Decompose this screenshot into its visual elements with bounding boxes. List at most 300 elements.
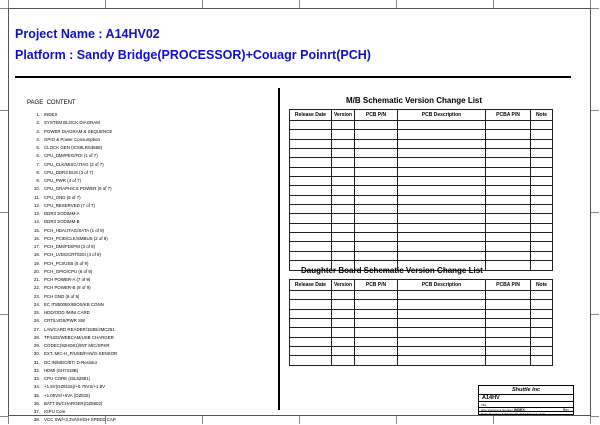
toc-page-label: PAGE — [27, 100, 44, 106]
table-row — [290, 186, 553, 195]
toc-item — [28, 383, 268, 391]
toc-item-number: 31. — [33, 359, 40, 365]
table-row — [290, 214, 553, 223]
toc-item-number: 35. — [33, 392, 40, 398]
table-cell — [398, 337, 486, 346]
table-cell — [486, 214, 531, 223]
table-cell — [531, 356, 553, 365]
table-cell — [290, 233, 332, 242]
table-cell — [355, 139, 398, 148]
table-cell — [398, 223, 486, 232]
table-cell — [531, 177, 553, 186]
toc-item — [28, 326, 268, 334]
table-cell — [355, 233, 398, 242]
toc-item-number: 9. — [36, 178, 40, 183]
toc-item-text: CPU_DDR3 BUS (3 of 7) — [44, 169, 94, 175]
table-cell — [290, 251, 332, 260]
table-cell — [355, 242, 398, 251]
table-cell — [486, 291, 531, 300]
table-cell — [332, 233, 355, 242]
toc-item — [28, 210, 268, 218]
table-cell — [486, 319, 531, 328]
toc-item-number: 29. — [33, 343, 40, 348]
table-cell — [332, 356, 355, 365]
table-cell — [332, 319, 355, 328]
toc-item-number: 28. — [33, 334, 40, 340]
toc-item — [28, 367, 268, 375]
toc-header — [27, 100, 76, 106]
table-cell — [486, 205, 531, 214]
table-cell — [398, 300, 486, 309]
table-row — [290, 242, 553, 251]
document-number: INDEX — [514, 407, 525, 412]
title-block — [478, 385, 574, 415]
table-row — [290, 149, 553, 158]
table-cell — [486, 300, 531, 309]
table-cell — [486, 242, 531, 251]
toc-item-number: 10. — [33, 186, 40, 192]
table-cell — [290, 309, 332, 318]
table-cell — [398, 149, 486, 158]
toc-item-number: 19. — [33, 260, 40, 266]
toc-item-text: CPU CORE (ISL62881) — [44, 376, 91, 381]
toc-item-text: CPU_RESERVED (7 of 7) — [44, 202, 95, 208]
table-cell — [531, 337, 553, 346]
table-cell — [398, 186, 486, 195]
toc-item — [28, 119, 268, 127]
table-cell — [531, 214, 553, 223]
table-cell — [355, 319, 398, 328]
table-cell — [355, 214, 398, 223]
table-cell — [531, 261, 553, 270]
table-row — [290, 223, 553, 232]
table-cell — [290, 186, 332, 195]
toc-item-text: PCH_DMI/FDI/PM (3 of 9) — [44, 244, 95, 249]
table-cell — [398, 195, 486, 204]
table-cell — [531, 158, 553, 167]
table-cell — [398, 158, 486, 167]
toc-item-number: 26. — [33, 318, 40, 324]
table-cell — [355, 167, 398, 176]
table-cell — [355, 291, 398, 300]
toc-item-text: DDR3 SODIMM-B — [44, 219, 80, 225]
table-cell — [332, 186, 355, 195]
table-cell — [290, 139, 332, 148]
title-block-size-label: Size Document Number — [481, 407, 513, 412]
toc-item — [28, 293, 268, 301]
toc-item-number: 32. — [33, 367, 40, 373]
table-cell — [398, 139, 486, 148]
table-cell — [355, 130, 398, 139]
table-cell — [531, 130, 553, 139]
toc-item — [28, 218, 268, 226]
table-row — [290, 167, 553, 176]
table-cell — [290, 149, 332, 158]
table-cell — [332, 177, 355, 186]
toc-item-number: 24. — [33, 301, 40, 307]
table-cell — [486, 149, 531, 158]
toc-item-number: 25. — [33, 310, 40, 315]
toc-item-text: PCH_HDA/JTAG/SATA (1 of 9) — [44, 227, 105, 233]
table-of-contents — [28, 111, 268, 425]
header-divider — [15, 76, 571, 78]
toc-item-number: 4. — [36, 136, 40, 142]
toc-item — [28, 375, 268, 383]
db-change-list-title: Daughter Board Schematic Version Change List — [301, 266, 483, 275]
table-cell — [355, 347, 398, 356]
table-cell — [398, 167, 486, 176]
toc-item — [28, 177, 268, 185]
table-cell — [486, 356, 531, 365]
table-cell — [531, 319, 553, 328]
table-cell — [332, 291, 355, 300]
table-cell — [290, 337, 332, 346]
column-divider — [278, 88, 280, 410]
table-row — [290, 337, 553, 346]
toc-item-number: 13. — [33, 211, 40, 216]
table-cell — [355, 309, 398, 318]
table-cell — [486, 337, 531, 346]
toc-item-number: 8. — [36, 169, 40, 175]
table-cell — [486, 177, 531, 186]
table-cell — [486, 251, 531, 260]
table-cell — [332, 139, 355, 148]
toc-item — [28, 309, 268, 317]
toc-item-text: CRT/LVDS/PWR SW — [44, 318, 86, 324]
table-row — [290, 130, 553, 139]
toc-item — [28, 392, 268, 400]
table-cell — [332, 130, 355, 139]
table-cell — [398, 356, 486, 365]
table-cell — [332, 347, 355, 356]
border-ticks-left — [0, 8, 8, 416]
table-cell — [290, 214, 332, 223]
toc-item — [28, 169, 268, 177]
project-name: Project Name : A14HV02 — [15, 27, 160, 41]
toc-item-number: 11. — [34, 194, 40, 200]
table-cell — [290, 319, 332, 328]
toc-item — [28, 152, 268, 160]
table-cell — [332, 251, 355, 260]
toc-item-text: VCC SW/+3.3VA/HIGH-SPEED CAP — [44, 417, 116, 423]
table-cell — [332, 300, 355, 309]
table-cell — [486, 130, 531, 139]
table-cell — [398, 328, 486, 337]
table-cell — [290, 167, 332, 176]
toc-content-label: CONTENT — [46, 100, 76, 106]
toc-item — [28, 185, 268, 193]
table-cell — [531, 233, 553, 242]
table-row — [290, 291, 553, 300]
table-cell — [531, 347, 553, 356]
toc-item-number: 23. — [33, 293, 40, 299]
revision-label: Rev — [562, 407, 569, 412]
table-cell — [355, 356, 398, 365]
table-cell — [531, 205, 553, 214]
table-cell — [486, 121, 531, 130]
db-change-list-table — [289, 279, 553, 366]
column-header: PCB P/N — [355, 110, 398, 121]
toc-item-number: 20. — [33, 268, 40, 274]
table-cell — [531, 251, 553, 260]
toc-item-number: 5. — [36, 145, 40, 150]
toc-item — [28, 227, 268, 235]
toc-item-text: CPU_CLK/MISC/JTAG (2 of 7) — [44, 161, 104, 167]
table-cell — [531, 121, 553, 130]
table-row — [290, 251, 553, 260]
toc-item — [28, 243, 268, 251]
column-header: PCBA P/N — [486, 280, 531, 291]
company-name: Shuttle Inc — [479, 386, 573, 395]
toc-item-number: 34. — [33, 384, 40, 390]
table-cell — [332, 328, 355, 337]
table-row — [290, 158, 553, 167]
table-cell — [486, 186, 531, 195]
column-header: PCB Description — [398, 280, 486, 291]
toc-item-number: 3. — [36, 128, 40, 134]
table-row — [290, 205, 553, 214]
table-cell — [290, 291, 332, 300]
table-cell — [355, 121, 398, 130]
table-cell — [486, 139, 531, 148]
column-header: Version — [332, 110, 355, 121]
table-row — [290, 309, 553, 318]
table-cell — [398, 251, 486, 260]
toc-item-number: 38. — [33, 417, 40, 423]
toc-item — [28, 317, 268, 325]
table-cell — [398, 121, 486, 130]
toc-item-text: PCH_PCIE/CLK/SMBUS (2 of 9) — [44, 235, 108, 241]
table-cell — [486, 167, 531, 176]
table-cell — [290, 328, 332, 337]
platform-name: Platform : Sandy Bridge(PROCESSOR)+Couagr Poinrt(PCH) — [15, 48, 371, 62]
table-cell — [486, 195, 531, 204]
toc-item — [28, 359, 268, 367]
toc-item-text: +1.05VS/+5VA (OZ815) — [44, 392, 91, 398]
toc-item-text: DC IN/MDC/BT/ D-Resistor — [44, 359, 98, 365]
toc-item-number: 15. — [33, 227, 40, 233]
column-header: PCBA P/N — [486, 110, 531, 121]
toc-item — [28, 161, 268, 169]
table-cell — [486, 347, 531, 356]
table-cell — [290, 347, 332, 356]
table-row — [290, 347, 553, 356]
table-cell — [398, 242, 486, 251]
column-header: Version — [332, 280, 355, 291]
border-ticks-top — [8, 0, 591, 8]
table-cell — [355, 328, 398, 337]
toc-item-text: PCH_PCI/USB (5 of 9) — [44, 260, 89, 266]
table-cell — [332, 205, 355, 214]
toc-item-text: CLOCK GEN (ICS9LRS3658) — [44, 145, 103, 150]
toc-item-number: 18. — [33, 252, 40, 258]
mb-change-list-table — [289, 109, 553, 271]
table-cell — [398, 130, 486, 139]
toc-item — [28, 260, 268, 268]
toc-item-text: CPU_DMI/PEG/FDI (1 of 7) — [44, 153, 98, 159]
table-cell — [355, 223, 398, 232]
toc-item-text: PCH_LVDS/CRT/DDI (4 of 9) — [44, 252, 101, 258]
table-header-row — [290, 110, 553, 121]
toc-item — [28, 235, 268, 243]
table-cell — [531, 195, 553, 204]
toc-item-text: LAN/CARD READER/153B/JMC251 — [44, 326, 115, 332]
table-row — [290, 177, 553, 186]
table-cell — [531, 223, 553, 232]
toc-item-text: EC IT8500BX/BIOS/KB CONN — [44, 301, 104, 307]
column-header: Note — [531, 110, 553, 121]
table-cell — [332, 242, 355, 251]
table-cell — [290, 242, 332, 251]
table-cell — [290, 177, 332, 186]
table-cell — [486, 309, 531, 318]
table-row — [290, 139, 553, 148]
toc-item-number: 6. — [36, 153, 40, 159]
table-cell — [398, 347, 486, 356]
toc-item-text: PCH POWER-A (7 of 9) — [44, 277, 91, 282]
table-cell — [531, 242, 553, 251]
table-cell — [355, 158, 398, 167]
table-cell — [355, 149, 398, 158]
toc-item-number: 22. — [33, 285, 40, 291]
table-cell — [398, 214, 486, 223]
column-header: PCB Description — [398, 110, 486, 121]
toc-item — [28, 416, 268, 424]
table-header-row — [290, 280, 553, 291]
toc-item-text: SYSTEM BLOCK DIAGRAM — [44, 120, 100, 126]
column-header: Release Date — [290, 280, 332, 291]
toc-item-text: HDMI (SH7318B) — [44, 367, 79, 373]
toc-item-text: CPU_GND (6 of 7) — [44, 194, 81, 200]
table-row — [290, 356, 553, 365]
toc-item-text: PCH POWER-B (8 of 9) — [44, 285, 91, 291]
toc-item — [28, 342, 268, 350]
toc-item-text: HDD/ODD /MINI CARD — [44, 310, 90, 315]
toc-item — [28, 202, 268, 210]
table-cell — [290, 356, 332, 365]
table-cell — [290, 223, 332, 232]
table-cell — [332, 214, 355, 223]
toc-item-text: GPIO & Power Consumption — [44, 136, 100, 142]
toc-item — [28, 144, 268, 152]
table-cell — [398, 233, 486, 242]
table-row — [290, 300, 553, 309]
table-cell — [290, 300, 332, 309]
toc-item-number: 21. — [33, 277, 40, 282]
title-block-project: A14HV — [479, 395, 573, 402]
toc-item-text: CPU_GRAPHICS POWER (5 of 7) — [44, 186, 112, 192]
toc-item-number: 12. — [33, 202, 40, 208]
table-cell — [398, 177, 486, 186]
toc-item — [28, 276, 268, 284]
toc-item-number: 37. — [33, 409, 40, 414]
title-block-date-row: Date: Tuesday, February 15, 2011 Sheet 1 of 40 — [481, 412, 545, 416]
table-cell — [531, 149, 553, 158]
table-cell — [332, 149, 355, 158]
table-cell — [531, 300, 553, 309]
table-cell — [290, 205, 332, 214]
table-cell — [398, 319, 486, 328]
table-cell — [355, 177, 398, 186]
table-cell — [290, 195, 332, 204]
table-cell — [486, 233, 531, 242]
table-cell — [531, 186, 553, 195]
table-cell — [531, 167, 553, 176]
table-cell — [332, 223, 355, 232]
table-cell — [332, 167, 355, 176]
table-cell — [355, 251, 398, 260]
table-cell — [486, 158, 531, 167]
toc-item — [28, 284, 268, 292]
toc-item-text: BATT IN/CHARGER(OZ8602) — [44, 400, 103, 406]
table-cell — [486, 328, 531, 337]
toc-item-number: 30. — [33, 351, 40, 357]
toc-item-text: IGPU Core — [44, 409, 66, 414]
table-cell — [355, 195, 398, 204]
toc-item-number: 14. — [33, 219, 40, 225]
table-cell — [355, 300, 398, 309]
table-cell — [332, 121, 355, 130]
toc-item — [28, 350, 268, 358]
toc-item — [28, 268, 268, 276]
toc-item — [28, 136, 268, 144]
toc-item — [28, 334, 268, 342]
table-cell — [290, 158, 332, 167]
table-row — [290, 233, 553, 242]
toc-item-number: 27. — [33, 326, 40, 332]
toc-item — [28, 408, 268, 416]
toc-item — [28, 251, 268, 259]
toc-item-text: DDR3 SODIMM-A — [44, 211, 80, 216]
table-cell — [398, 309, 486, 318]
column-header: Release Date — [290, 110, 332, 121]
toc-item — [28, 301, 268, 309]
toc-item-number: 33. — [33, 376, 40, 381]
table-cell — [531, 291, 553, 300]
border-ticks-right — [591, 8, 599, 416]
toc-item-text: +1.5V(OZ8116)/+0.75VS/+1.8V — [44, 384, 106, 390]
toc-item-text: TP/LED/WEBCAM/USB CHARGER — [44, 334, 114, 340]
table-cell — [332, 309, 355, 318]
table-cell — [531, 328, 553, 337]
mb-change-list-title: M/B Schematic Version Change List — [346, 96, 483, 105]
toc-item — [28, 128, 268, 136]
toc-item-number: 36. — [33, 400, 40, 406]
table-row — [290, 328, 553, 337]
table-cell — [486, 261, 531, 270]
title-block-title-row: Title — [479, 403, 573, 408]
toc-item-text: INDEX — [44, 112, 58, 117]
table-cell — [486, 223, 531, 232]
table-cell — [355, 337, 398, 346]
toc-item-number: 7. — [36, 161, 40, 167]
table-cell — [332, 195, 355, 204]
table-cell — [290, 121, 332, 130]
column-header: PCB P/N — [355, 280, 398, 291]
toc-item-number: 2. — [36, 120, 40, 126]
table-row — [290, 319, 553, 328]
table-cell — [531, 139, 553, 148]
table-row — [290, 121, 553, 130]
toc-item-text: POWER DIAGRAM & SEQUENCE — [44, 128, 113, 134]
table-cell — [398, 205, 486, 214]
toc-item — [28, 400, 268, 408]
table-cell — [332, 158, 355, 167]
toc-item-number: 17. — [33, 244, 40, 249]
table-cell — [355, 186, 398, 195]
table-cell — [398, 291, 486, 300]
toc-item-text: CODEC(92HD81)/INT MIC/SPKR — [44, 343, 110, 348]
